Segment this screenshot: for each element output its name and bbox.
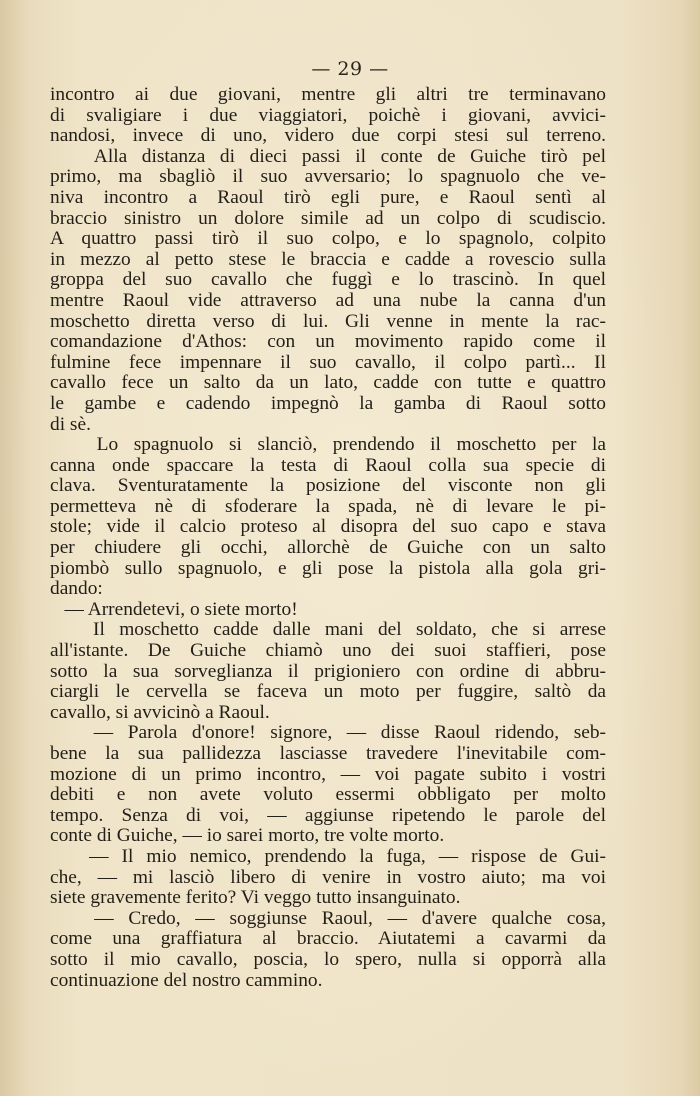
text-line: conte di Guiche, — io sarei morto, tre volte morto. <box>50 825 445 847</box>
text-line: niva incontro a Raoul tirò egli pure, e Raoul sentì al <box>50 186 606 208</box>
text-line: comandazione d'Athos: con un movimento rapido come il <box>50 331 606 353</box>
text-line: sotto il mio cavallo, poscia, lo spero, nulla si opporrà alla <box>50 948 606 970</box>
text-line: moschetto diretta verso di lui. Gli venne in mente la rac- <box>50 310 606 332</box>
text-line: mentre Raoul vide attraverso ad una nube la canna d'un <box>50 289 606 311</box>
text-line: — Parola d'onore! signore, — disse Raoul ridendo, seb- <box>50 722 606 744</box>
text-line: di sè. <box>50 413 91 435</box>
text-line: Il moschetto cadde dalle mani del soldato, che si arrese <box>50 619 606 641</box>
text-line: stole; vide il calcio proteso al disopra del suo capo e stava <box>50 516 606 538</box>
text-line: fulmine fece impennare il suo cavallo, il colpo partì... Il <box>50 351 606 373</box>
text-line: — Il mio nemico, prendendo la fuga, — rispose de Gui- <box>50 845 606 867</box>
text-line: in mezzo al petto stese le braccia e cadde a rovescio sulla <box>50 248 606 270</box>
text-line: A quattro passi tirò il suo colpo, e lo spagnolo, colpito <box>50 228 606 250</box>
text-line: Lo spagnuolo si slanciò, prendendo il moschetto per la <box>50 434 606 456</box>
page-number: — 29 — <box>311 58 389 80</box>
text-line: mozione di un primo incontro, — voi pagate subito i vostri <box>50 763 606 785</box>
text-line: — Credo, — soggiunse Raoul, — d'avere qualche cosa, <box>50 907 606 929</box>
text-line: groppa del suo cavallo che fuggì e lo trascinò. In quel <box>50 269 606 291</box>
text-line: di svaligiare i due viaggiatori, poichè i giovani, avvici- <box>50 104 606 126</box>
text-line: per chiudere gli occhi, allorchè de Guiche con un salto <box>50 537 606 559</box>
text-line: continuazione del nostro cammino. <box>50 969 323 991</box>
text-line: come una graffiatura al braccio. Aiutatemi a cavarmi da <box>50 928 606 950</box>
text-line: braccio sinistro un dolore simile ad un colpo di scudiscio. <box>50 207 606 229</box>
text-line: siete gravemente ferito? Vi veggo tutto insanguinato. <box>50 887 461 909</box>
body-text <box>50 85 606 991</box>
text-line: che, — mi lasciò libero di venire in vostro aiuto; ma voi <box>50 866 606 888</box>
text-line: bene la sua pallidezza lasciasse travedere l'inevitabile com- <box>50 743 606 764</box>
text-line: debiti e non avete voluto essermi obbligato per molto <box>50 784 606 806</box>
text-line: cavallo fece un salto da un lato, cadde con tutte e quattro <box>50 372 606 394</box>
text-line: — Arrendetevi, o siete morto! <box>50 598 298 620</box>
text-line: all'istante. De Guiche chiamò uno dei suoi staffieri, pose <box>50 640 606 662</box>
text-line: clava. Sventuratamente la posizione del visconte non gli <box>50 475 606 497</box>
text-line: nandosi, invece di uno, videro due corpi stesi sul terreno. <box>50 125 606 147</box>
text-line: Alla distanza di dieci passi il conte de Guiche tirò pel <box>50 145 606 167</box>
text-line: cavallo, si avvicinò a Raoul. <box>50 701 270 723</box>
text-line: ciargli le cervella se faceva un moto per fuggire, saltò da <box>50 681 606 703</box>
text-line: incontro ai due giovani, mentre gli altri tre terminavano <box>50 84 606 105</box>
text-line: sotto la sua sorveglianza il prigioniero con ordine di abbru- <box>50 660 606 682</box>
text-line: primo, ma sbagliò il suo avversario; lo spagnuolo che ve- <box>50 166 606 188</box>
text-line: canna onde spaccare la testa di Raoul colla sua specie di <box>50 454 606 476</box>
text-line: piombò sullo spagnuolo, e gli pose la pistola alla gola gri- <box>50 557 606 579</box>
text-line: le gambe e cadendo impegnò la gamba di Raoul sotto <box>50 392 606 414</box>
text-line: dando: <box>50 578 103 600</box>
text-line: tempo. Senza di voi, — aggiunse ripetendo le parole del <box>50 804 606 826</box>
text-line: permetteva nè di sfoderare la spada, nè di levare le pi- <box>50 495 606 517</box>
